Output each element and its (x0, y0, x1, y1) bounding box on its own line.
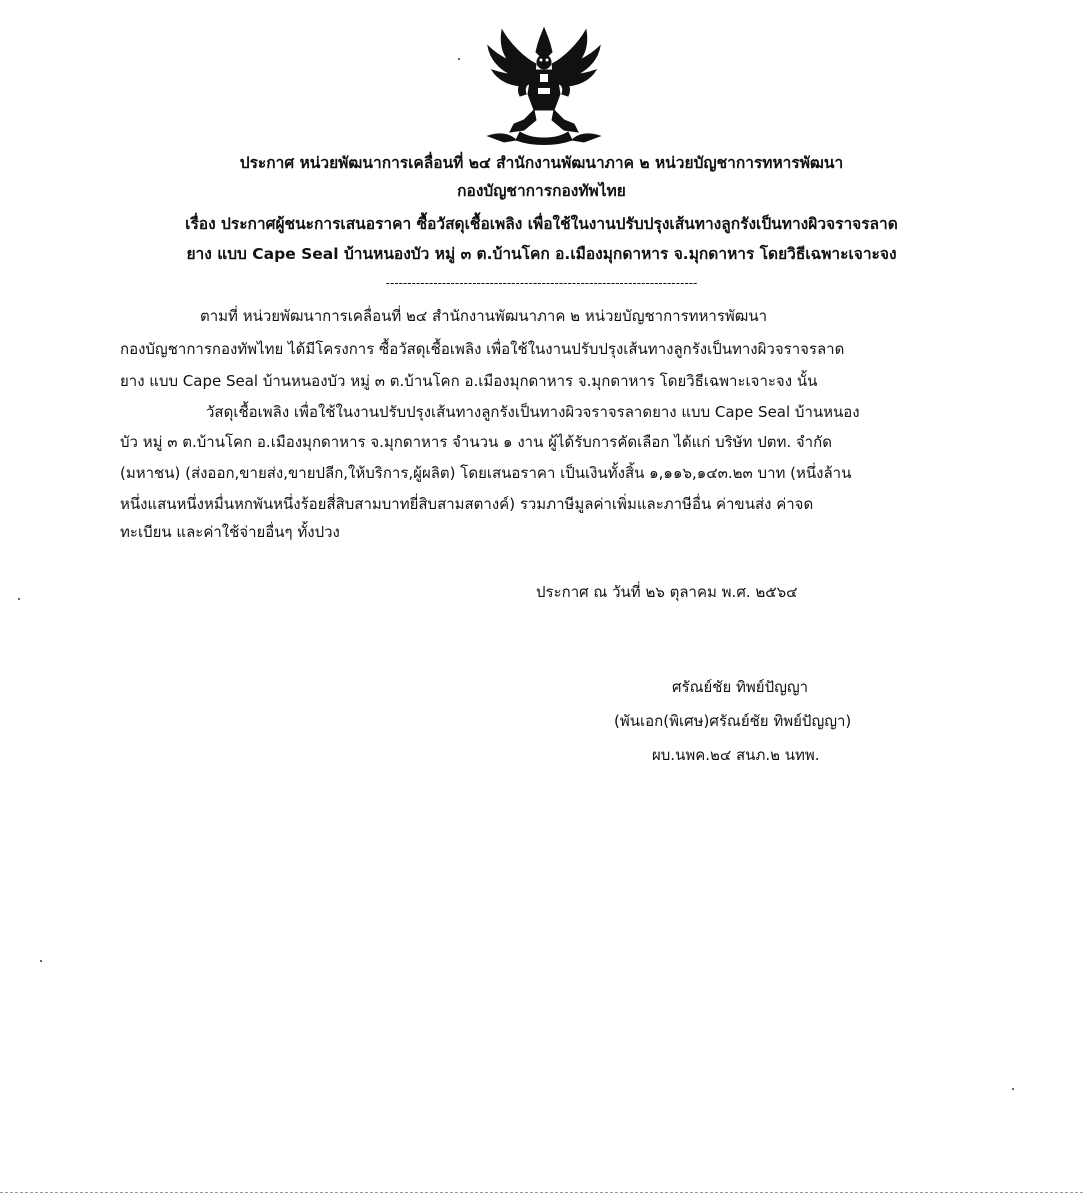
scan-speck (40, 960, 42, 962)
body-para1-line-1: ตามที่ หน่วยพัฒนาการเคลื่อนที่ ๒๔ สำนักงานพัฒนาภาค ๒ หน่วยบัญชาการทหารพัฒนา (200, 307, 768, 325)
announcement-title-line-2: กองบัญชาการกองทัพไทย (457, 182, 626, 200)
body-para1-line-3: ยาง แบบ Cape Seal บ้านหนองบัว หมู่ ๓ ต.บ้านโคก อ.เมืองมุกดาหาร จ.มุกดาหาร โดยวิธีเฉพาะเจาะจง นั้น (120, 372, 818, 390)
announcement-date: ประกาศ ณ วันที่ ๒๖ ตุลาคม พ.ศ. ๒๕๖๔ (536, 583, 798, 601)
scan-speck (1012, 1088, 1014, 1090)
scan-speck (18, 598, 20, 600)
page-bottom-edge (0, 1192, 1083, 1193)
garuda-emblem-icon (480, 24, 608, 146)
body-para2-line-1: วัสดุเชื้อเพลิง เพื่อใช้ในงานปรับปรุงเส้นทางลูกรังเป็นทางผิวจราจรลาดยาง แบบ Cape Seal บ้านหนอง (206, 403, 860, 421)
signature-position: ผบ.นพค.๒๔ สนภ.๒ นทพ. (652, 746, 820, 764)
announcement-title-line-1: ประกาศ หน่วยพัฒนาการเคลื่อนที่ ๒๔ สำนักงานพัฒนาภาค ๒ หน่วยบัญชาการทหารพัฒนา (239, 154, 844, 172)
separator-line: ------------------------------------------------------------------------ (385, 276, 698, 290)
body-para2-line-2: บัว หมู่ ๓ ต.บ้านโคก อ.เมืองมุกดาหาร จ.มุกดาหาร จำนวน ๑ งาน ผู้ได้รับการคัดเลือก ได้แก่ บริษัท ปตท. จำกัด (120, 433, 832, 451)
body-para2-line-4: หนึ่งแสนหนึ่งหมื่นหกพันหนึ่งร้อยสี่สิบสามบาทยี่สิบสามสตางค์) รวมภาษีมูลค่าเพิ่มและภาษีอื่น ค่าขนส่ง ค่าจด (120, 495, 814, 513)
signature-rank-name: (พันเอก(พิเศษ)ศรัณย์ชัย ทิพย์ปัญญา) (614, 712, 852, 730)
body-para1-line-2: กองบัญชาการกองทัพไทย ได้มีโครงการ ซื้อวัสดุเชื้อเพลิง เพื่อใช้ในงานปรับปรุงเส้นทางลูกรังเป็นทางผิวจราจรลาด (120, 340, 845, 358)
body-para2-line-3: (มหาชน) (ส่งออก,ขายส่ง,ขายปลีก,ให้บริการ,ผู้ผลิต) โดยเสนอราคา เป็นเงินทั้งสิ้น ๑,๑๑๖,๑๔๓.๒๓ บาท (หนึ่งล้าน (120, 464, 852, 482)
subject-line-2: ยาง แบบ Cape Seal บ้านหนองบัว หมู่ ๓ ต.บ้านโคก อ.เมืองมุกดาหาร จ.มุกดาหาร โดยวิธีเฉพาะเจาะจง (186, 245, 897, 263)
scan-speck (458, 58, 460, 60)
signature-name: ศรัณย์ชัย ทิพย์ปัญญา (672, 678, 809, 696)
subject-line-1: เรื่อง ประกาศผู้ชนะการเสนอราคา ซื้อวัสดุเชื้อเพลิง เพื่อใช้ในงานปรับปรุงเส้นทางลูกรังเป็นทางผิวจราจรลาด (185, 215, 898, 233)
body-para2-line-5: ทะเบียน และค่าใช้จ่ายอื่นๆ ทั้งปวง (120, 523, 340, 541)
